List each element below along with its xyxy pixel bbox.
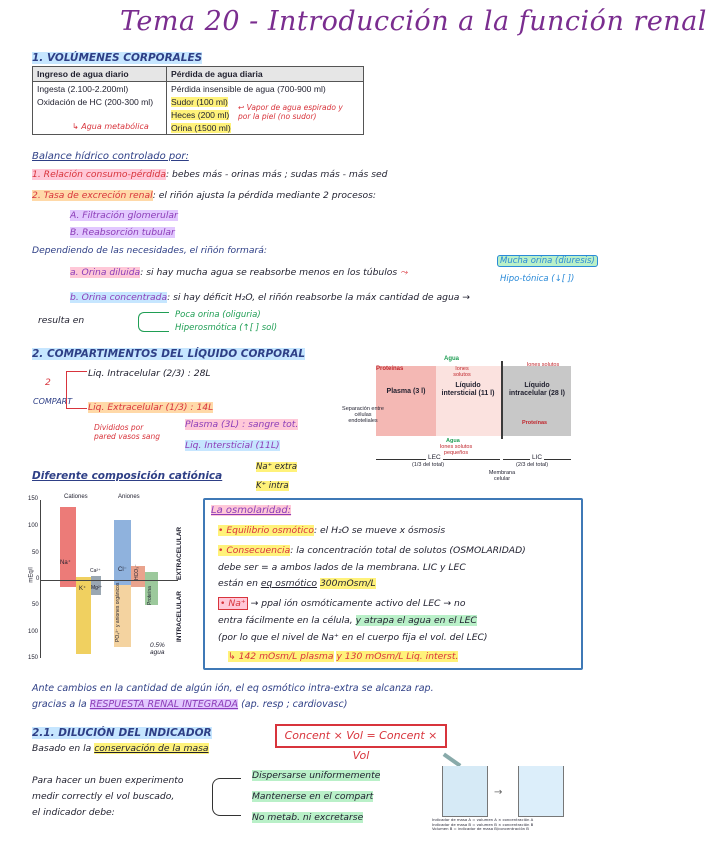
requirement-2: Mantenerse en el compart: [252, 791, 374, 802]
table-cell: Pérdida insensible de agua (700-900 ml): [167, 82, 364, 96]
plasma-box: [376, 366, 436, 436]
liq-intracelular: Liq. Intracelular (2/3) : 28L: [88, 368, 211, 379]
k-bar-label: K⁺: [79, 586, 87, 592]
compart-number: 2: [45, 377, 51, 388]
intracelular-label: Líquido intracelular (28 l): [508, 382, 566, 397]
beaker-illustration: [432, 752, 582, 832]
iones-right: Iones solutos: [526, 362, 560, 368]
table-cell: Oxidación de HC (200-300 ml): [33, 95, 167, 108]
na-bar-label: Na⁺: [60, 560, 71, 566]
liq-extracelular: Liq. Extracelular (1/3) : 14L: [88, 402, 214, 413]
divided-note: Divididos por pared vasos sang: [94, 423, 161, 441]
beaker-a: [442, 766, 488, 817]
intracelular-label: INTRACELULAR: [176, 591, 183, 642]
osmo-line-6: entra fácilmente en la célula, y atrapa el agua en el LEC: [218, 615, 477, 626]
intersticial-item: Liq. Intersticial (11L): [185, 440, 280, 451]
ion-chart: [30, 492, 200, 667]
plasma-item: Plasma (3L) : sangre tot.: [185, 419, 299, 430]
section-2-heading: 2. COMPARTIMENTOS DEL LÍQUIDO CORPORAL: [32, 348, 306, 360]
vapor-note: ↩ Vapor de agua espirado y por la piel (no sudor): [238, 103, 343, 121]
chart-ylabel: mEq/l: [28, 567, 35, 583]
osmo-line-7: (por lo que el nivel de Na⁺ en el cuerpo fija el vol. del LEC): [218, 632, 488, 643]
orina-concentrada-r2: Hiperosmótica (↑[ ] sol): [175, 323, 278, 333]
y-axis: [40, 500, 41, 658]
ytick: 150: [28, 496, 39, 502]
agua-bottom: Agua: [446, 438, 460, 444]
page-title: Tema 20 - Introducción a la función renal: [120, 6, 707, 37]
bar-na-intra: [60, 581, 76, 587]
orina-diluida-r2: Hipo-tónica (↓[ ]): [500, 274, 575, 284]
bar-prot-extra: [145, 572, 158, 580]
table-header-intake: Ingreso de agua diario: [33, 67, 167, 82]
separacion-label: Separación entre células endoteliales: [342, 406, 384, 424]
ytick: 50: [32, 602, 39, 608]
proteinas-top: Proteínas: [376, 366, 404, 372]
section-1-heading: 1. VOLÚMENES CORPORALES: [32, 52, 203, 64]
exp-line-1: Para hacer un buen experimento: [32, 775, 184, 786]
chart-aniones-label: Aniones: [118, 494, 140, 500]
exp-line-3: el indicador debe:: [32, 807, 115, 818]
iones-bottom: Iones solutos pequeños: [439, 444, 473, 456]
osmo-line-4: están en eq osmótico 300mOsm/L: [218, 578, 376, 589]
process-a: A. Filtración glomerular: [70, 210, 178, 221]
orina-concentrada-cont: resulta en: [38, 315, 85, 326]
balance-heading: Balance hídrico controlado por:: [32, 151, 189, 162]
based-on: Basado en la conservación de la masa: [32, 743, 209, 754]
po4-label: PO₄³⁻ y aniones orgánicos: [115, 582, 121, 642]
lec-sub: (1/3 del total): [412, 462, 445, 468]
balance-item-2: 2. Tasa de excreción renal: el riñón ajusta la pérdida mediante 2 procesos:: [32, 190, 377, 201]
extracelular-label: EXTRACELULAR: [176, 526, 183, 580]
lic-sub: (2/3 del total): [516, 462, 549, 468]
ca-label: Ca²⁺: [90, 568, 101, 574]
requirement-1: Dispersarse uniformemente: [252, 770, 381, 781]
mg-label: Mg²⁺: [91, 585, 103, 591]
agua-top: Agua: [444, 356, 459, 362]
bar-ca-extra: [91, 576, 101, 580]
compartments-diagram: [342, 356, 586, 486]
compart-label: COMPART: [33, 397, 73, 406]
iones-top: Iones solutos: [453, 366, 471, 378]
ytick: 50: [32, 550, 39, 556]
membrana-label: Membrana celular: [488, 470, 516, 482]
table-cell: [33, 108, 167, 121]
membrane-line: [501, 361, 503, 439]
bar-hco3-intra: [131, 581, 145, 587]
arrow-icon: →: [494, 787, 503, 798]
prot-label: Proteína: [147, 586, 153, 605]
dilution-formula: Concent × Vol = Concent × Vol: [275, 724, 447, 748]
table-cell: Ingesta (2.100-2.200ml): [33, 82, 167, 96]
agua-pct: 0.5% agua: [150, 642, 165, 656]
section-21-heading: 2.1. DILUCIÓN DEL INDICADOR: [32, 727, 212, 739]
bottom-line-2: gracias a la RESPUESTA RENAL INTEGRADA (ap. resp ; cardiovasc): [32, 699, 348, 710]
osmo-line-2: • Consecuencia: la concentración total de solutos (OSMOLARIDAD): [218, 545, 526, 556]
lec-label: LEC: [428, 454, 441, 461]
chart-cationes-label: Cationes: [64, 494, 88, 500]
orina-concentrada: b. Orina concentrada: si hay déficit H₂O, el riñón reabsorbe la máx cantidad de agua →: [70, 292, 471, 303]
intersticial-label: Líquido intersticial (11 l): [441, 382, 495, 397]
bottom-line-1: Ante cambios en la cantidad de algún ión, el eq osmótico intra-extra se alcanza rap.: [32, 683, 434, 694]
depend-text: Dependiendo de las necesidades, el riñón formará:: [32, 245, 268, 256]
bracket: [66, 371, 87, 409]
ytick: 150: [28, 655, 39, 661]
ytick: 100: [28, 523, 39, 529]
table-header-loss: Pérdida de agua diaria: [167, 67, 364, 82]
na-note: Na⁺ extra: [256, 462, 298, 472]
exp-line-2: medir correctly el vol buscado,: [32, 791, 175, 802]
bar-k-extra: [76, 577, 91, 580]
lic-label: LIC: [532, 454, 543, 461]
proteinas-right: Proteínas: [522, 420, 548, 426]
bracket: [212, 778, 241, 816]
beaker-b: [518, 766, 564, 817]
ytick: 0: [36, 576, 40, 582]
ytick: 100: [28, 629, 39, 635]
beaker-caption: Indicador de masa A = volumen A × concentración A Indicador de masa B = volumen B × concentración B Volumen B = indicador de masa B/concentración B: [432, 817, 534, 831]
section-3-heading: Diferente composición catiónica: [32, 470, 223, 482]
bar-na-extra: [60, 507, 76, 580]
table-cell: Orina (1500 ml): [167, 121, 364, 135]
table-cell: Sudor (100 ml): [167, 95, 364, 108]
bracket: [138, 312, 169, 332]
process-b: B. Reabsorción tubular: [70, 227, 175, 238]
hco3-label: HCO₃⁻: [134, 564, 140, 580]
osmo-heading: La osmolaridad:: [211, 505, 292, 516]
plasma-label: Plasma (3 l): [386, 388, 426, 395]
metabolic-water-note: ↳ Agua metabólica: [72, 122, 149, 131]
orina-diluida: a. Orina diluida: si hay mucha agua se reabsorbe menos en los túbulos ⤳: [70, 267, 408, 278]
k-note: K⁺ intra: [256, 481, 289, 491]
osmo-line-1: • Equilibrio osmótico: el H₂O se mueve x ósmosis: [218, 525, 446, 536]
osmo-line-3: debe ser = a ambos lados de la membrana. LIC y LEC: [218, 562, 466, 573]
osmo-line-8: ↳ 142 mOsm/L plasma y 130 mOsm/L Liq. interst.: [228, 651, 459, 662]
requirement-3: No metab. ni excretarse: [252, 812, 364, 823]
table-cell: Heces (200 ml): [167, 108, 364, 121]
cl-label: Cl⁻: [118, 567, 127, 573]
balance-item-1: 1. Relación consumo-pérdida: bebes más - orinas más ; sudas más - más sed: [32, 169, 388, 180]
osmo-line-5: • Na⁺ → ppal ión osmóticamente activo del LEC → no: [220, 598, 466, 609]
orina-concentrada-r1: Poca orina (oliguria): [175, 310, 261, 320]
orina-diluida-r1: Mucha orina (diuresis): [497, 256, 598, 266]
